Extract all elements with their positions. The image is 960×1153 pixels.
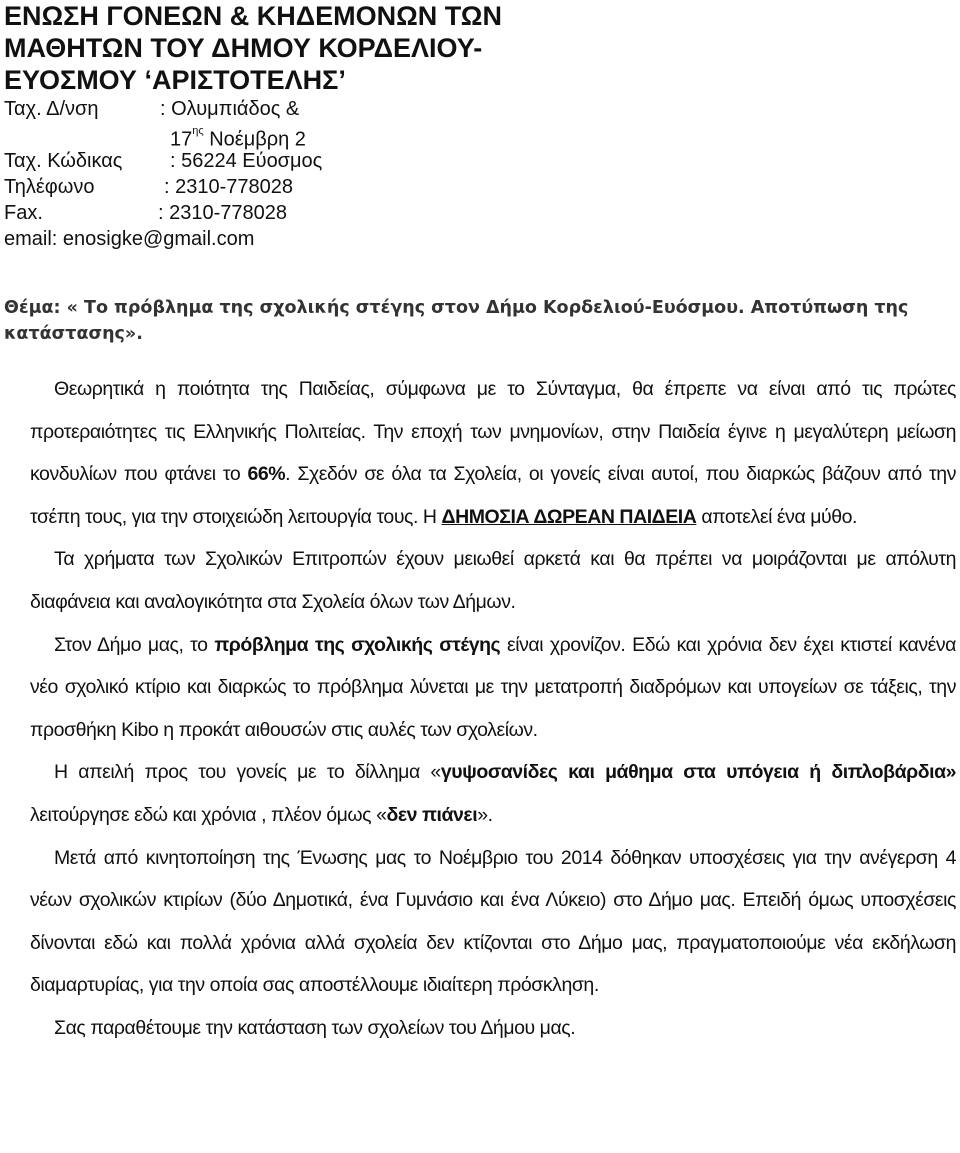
address-row bbox=[4, 96, 322, 122]
address-label: Ταχ. Δ/νση bbox=[4, 98, 99, 120]
fax-label: Fax. bbox=[4, 202, 43, 224]
paragraph-6: Σας παραθέτουμε την κατάσταση των σχολείων του Δήμου μας. bbox=[54, 1016, 576, 1039]
paragraph-4: Η απειλή προς του γονείς με το δίλλημα «γυψοσανίδες και μάθημα στα υπόγεια ή διπλοβάρδια» λειτούργησε εδώ και χρόνια , πλέον όμως «δεν πιάνει». bbox=[30, 761, 957, 826]
fax-row bbox=[4, 200, 322, 226]
not-working-emphasis: δεν πιάνει bbox=[386, 803, 478, 826]
organization-heading bbox=[4, 0, 644, 96]
zip-value: : 56224 Εύοσμος bbox=[170, 150, 323, 172]
email-row bbox=[4, 226, 322, 252]
subject-line: Θέμα: « Το πρόβλημα της σχολικής στέγης στον Δήμο Κορδελιού-Ευόσμου. Αποτύπωση της κατάστασης». bbox=[4, 298, 909, 344]
public-education-emphasis: ΔΗΜΟΣΙΑ ΔΩΡΕΑΝ ΠΑΙΔΕΙΑ bbox=[441, 505, 697, 528]
fax-value: : 2310-778028 bbox=[158, 202, 288, 224]
contact-block bbox=[4, 96, 322, 252]
address-value: : Ολυμπιάδος & bbox=[160, 98, 300, 120]
phone-value: : 2310-778028 bbox=[164, 176, 294, 198]
phone-row bbox=[4, 174, 322, 200]
paragraph-5: Μετά από κινητοποίηση της Ένωσης μας το Νοέμβριο του 2014 δόθηκαν υποσχέσεις για την ανέγερση 4 νέων σχολικών κτιρίων (δύο Δημοτικά, ένα Γυμνάσιο και ένα Λύκειο) στο Δήμο μας. Επειδή όμως υποσχέσεις δίνονται εδώ και πολλά χρόνια αλλά σχολεία δεν κτίζονται στο Δήμο μας, πραγματοποιούμε νέα εκδήλωση διαμαρτυρίας, για την οποία σας αποστέλλουμε ιδιαίτερη πρόσκληση. bbox=[30, 846, 956, 997]
paragraph-3: Στον Δήμο μας, το πρόβλημα της σχολικής στέγης είναι χρονίζον. Εδώ και χρόνια δεν έχει κτιστεί κανένα νέο σχολικό κτίριο και διαρκώς το πρόβλημα λύνεται με την μετατροπή διαδρόμων και υπογείων σε τάξεις, την προσθήκη Kibo η προκάτ αιθουσών στις αυλές των σχολείων. bbox=[30, 633, 957, 741]
phone-label: Τηλέφωνο bbox=[4, 176, 95, 198]
paragraph-1: Θεωρητικά η ποιότητα της Παιδείας, σύμφωνα με το Σύνταγμα, θα έπρεπε να είναι από τις πρώτες προτεραιότητες τις Ελληνικής Πολιτείας. Την εποχή των μνημονίων, στην Παιδεία έγινε η μεγαλύτερη μείωση κονδυλίων που φτάνει το 66%. Σχεδόν σε όλα τα Σχολεία, οι γονείς είναι αυτοί, που διαρκώς βάζουν από την τσέπη τους, για την στοιχειώδη λειτουργία τους. Η ΔΗΜΟΣΙΑ ΔΩΡΕΑΝ ΠΑΙΔΕΙΑ αποτελεί ένα μύθο. bbox=[30, 378, 956, 528]
dilemma-emphasis: γυψοσανίδες και μάθημα στα υπόγεια ή διπλοβάρδια» bbox=[440, 761, 957, 784]
email-value: enosigke@gmail.com bbox=[62, 228, 255, 250]
percentage-value: 66% bbox=[247, 463, 286, 486]
heading-line-2: ΜΑΘΗΤΩΝ ΤΟΥ ΔΗΜΟΥ ΚΟΡΔΕΛΙΟΥ- bbox=[4, 33, 483, 63]
paragraph-2: Τα χρήματα των Σχολικών Επιτροπών έχουν μειωθεί αρκετά και θα πρέπει να μοιράζονται με απόλυτη διαφάνεια και αναλογικότητα στα Σχολεία όλων των Δήμων. bbox=[30, 548, 956, 613]
heading-line-3: ΕΥΟΣΜΟΥ ‘ΑΡΙΣΤΟΤΕΛΗΣ’ bbox=[4, 65, 346, 95]
zip-row bbox=[4, 148, 322, 174]
address-row-2 bbox=[4, 122, 322, 151]
address-value-2: $17^{\eta\varsigma}$ Νοέμβρη 2 bbox=[170, 125, 306, 151]
letter-body bbox=[30, 368, 956, 1050]
heading-line-1: ΕΝΩΣΗ ΓΟΝΕΩΝ & ΚΗΔΕΜΟΝΩΝ ΤΩΝ bbox=[4, 1, 502, 31]
zip-label: Ταχ. Κώδικας bbox=[4, 150, 123, 172]
school-housing-emphasis: πρόβλημα της σχολικής στέγης bbox=[214, 633, 501, 656]
email-label: email: bbox=[4, 228, 63, 250]
